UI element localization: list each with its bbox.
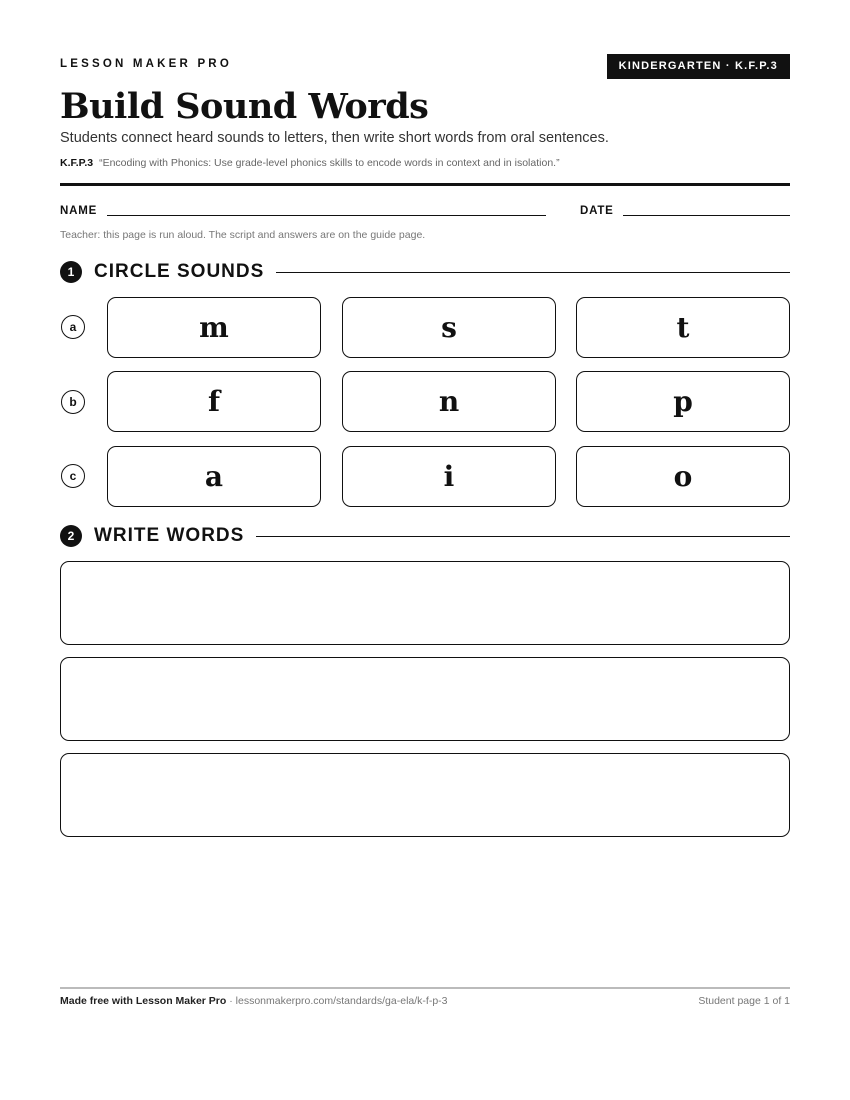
standard-code: K.F.P.3 [60,157,94,169]
footer-made-with: Made free with Lesson Maker Pro [60,995,227,1007]
letter-box-a[interactable]: a [107,446,321,507]
footer-divider [60,987,790,989]
row-label-b: b [61,390,85,414]
grade-badge: KINDERGARTEN · K.F.P.3 [607,54,790,79]
section-rule [276,272,790,273]
section-number: 1 [60,261,82,283]
standard-text: “Encoding with Phonics: Use grade-level phonics skills to encode words in context and in isolation.” [99,157,560,169]
letter-box-t[interactable]: t [576,297,790,358]
letter-box-i[interactable]: i [342,446,556,507]
section-circle-sounds-header [60,260,790,284]
brand-name: LESSON MAKER PRO [60,58,232,70]
row-label-a: a [61,315,85,339]
letter-box-p[interactable]: p [576,371,790,432]
letter-box-m[interactable]: m [107,297,321,358]
write-word-box-3[interactable] [60,753,790,837]
name-field[interactable] [107,215,546,216]
section-title: CIRCLE SOUNDS [94,261,265,282]
footer-page-number: Student page 1 of 1 [698,995,790,1007]
date-label: DATE [580,205,614,217]
name-label: NAME [60,205,98,217]
page-title: Build Sound Words [60,86,429,127]
footer-url[interactable]: · lessonmakerpro.com/standards/ga-ela/k-f-p-3 [229,995,448,1007]
standard-line [60,157,560,169]
letter-box-o[interactable]: o [576,446,790,507]
write-word-box-1[interactable] [60,561,790,645]
date-field[interactable] [623,215,790,216]
header-divider [60,183,790,186]
section-title: WRITE WORDS [94,525,245,546]
letter-box-f[interactable]: f [107,371,321,432]
letter-box-s[interactable]: s [342,297,556,358]
teacher-note: Teacher: this page is run aloud. The script and answers are on the guide page. [60,229,426,241]
footer-credit [60,995,448,1007]
letter-box-n[interactable]: n [342,371,556,432]
section-rule [256,536,790,537]
page-subtitle: Students connect heard sounds to letters, then write short words from oral sentences. [60,130,609,146]
row-label-c: c [61,464,85,488]
section-number: 2 [60,525,82,547]
write-word-box-2[interactable] [60,657,790,741]
section-write-words-header [60,524,790,548]
